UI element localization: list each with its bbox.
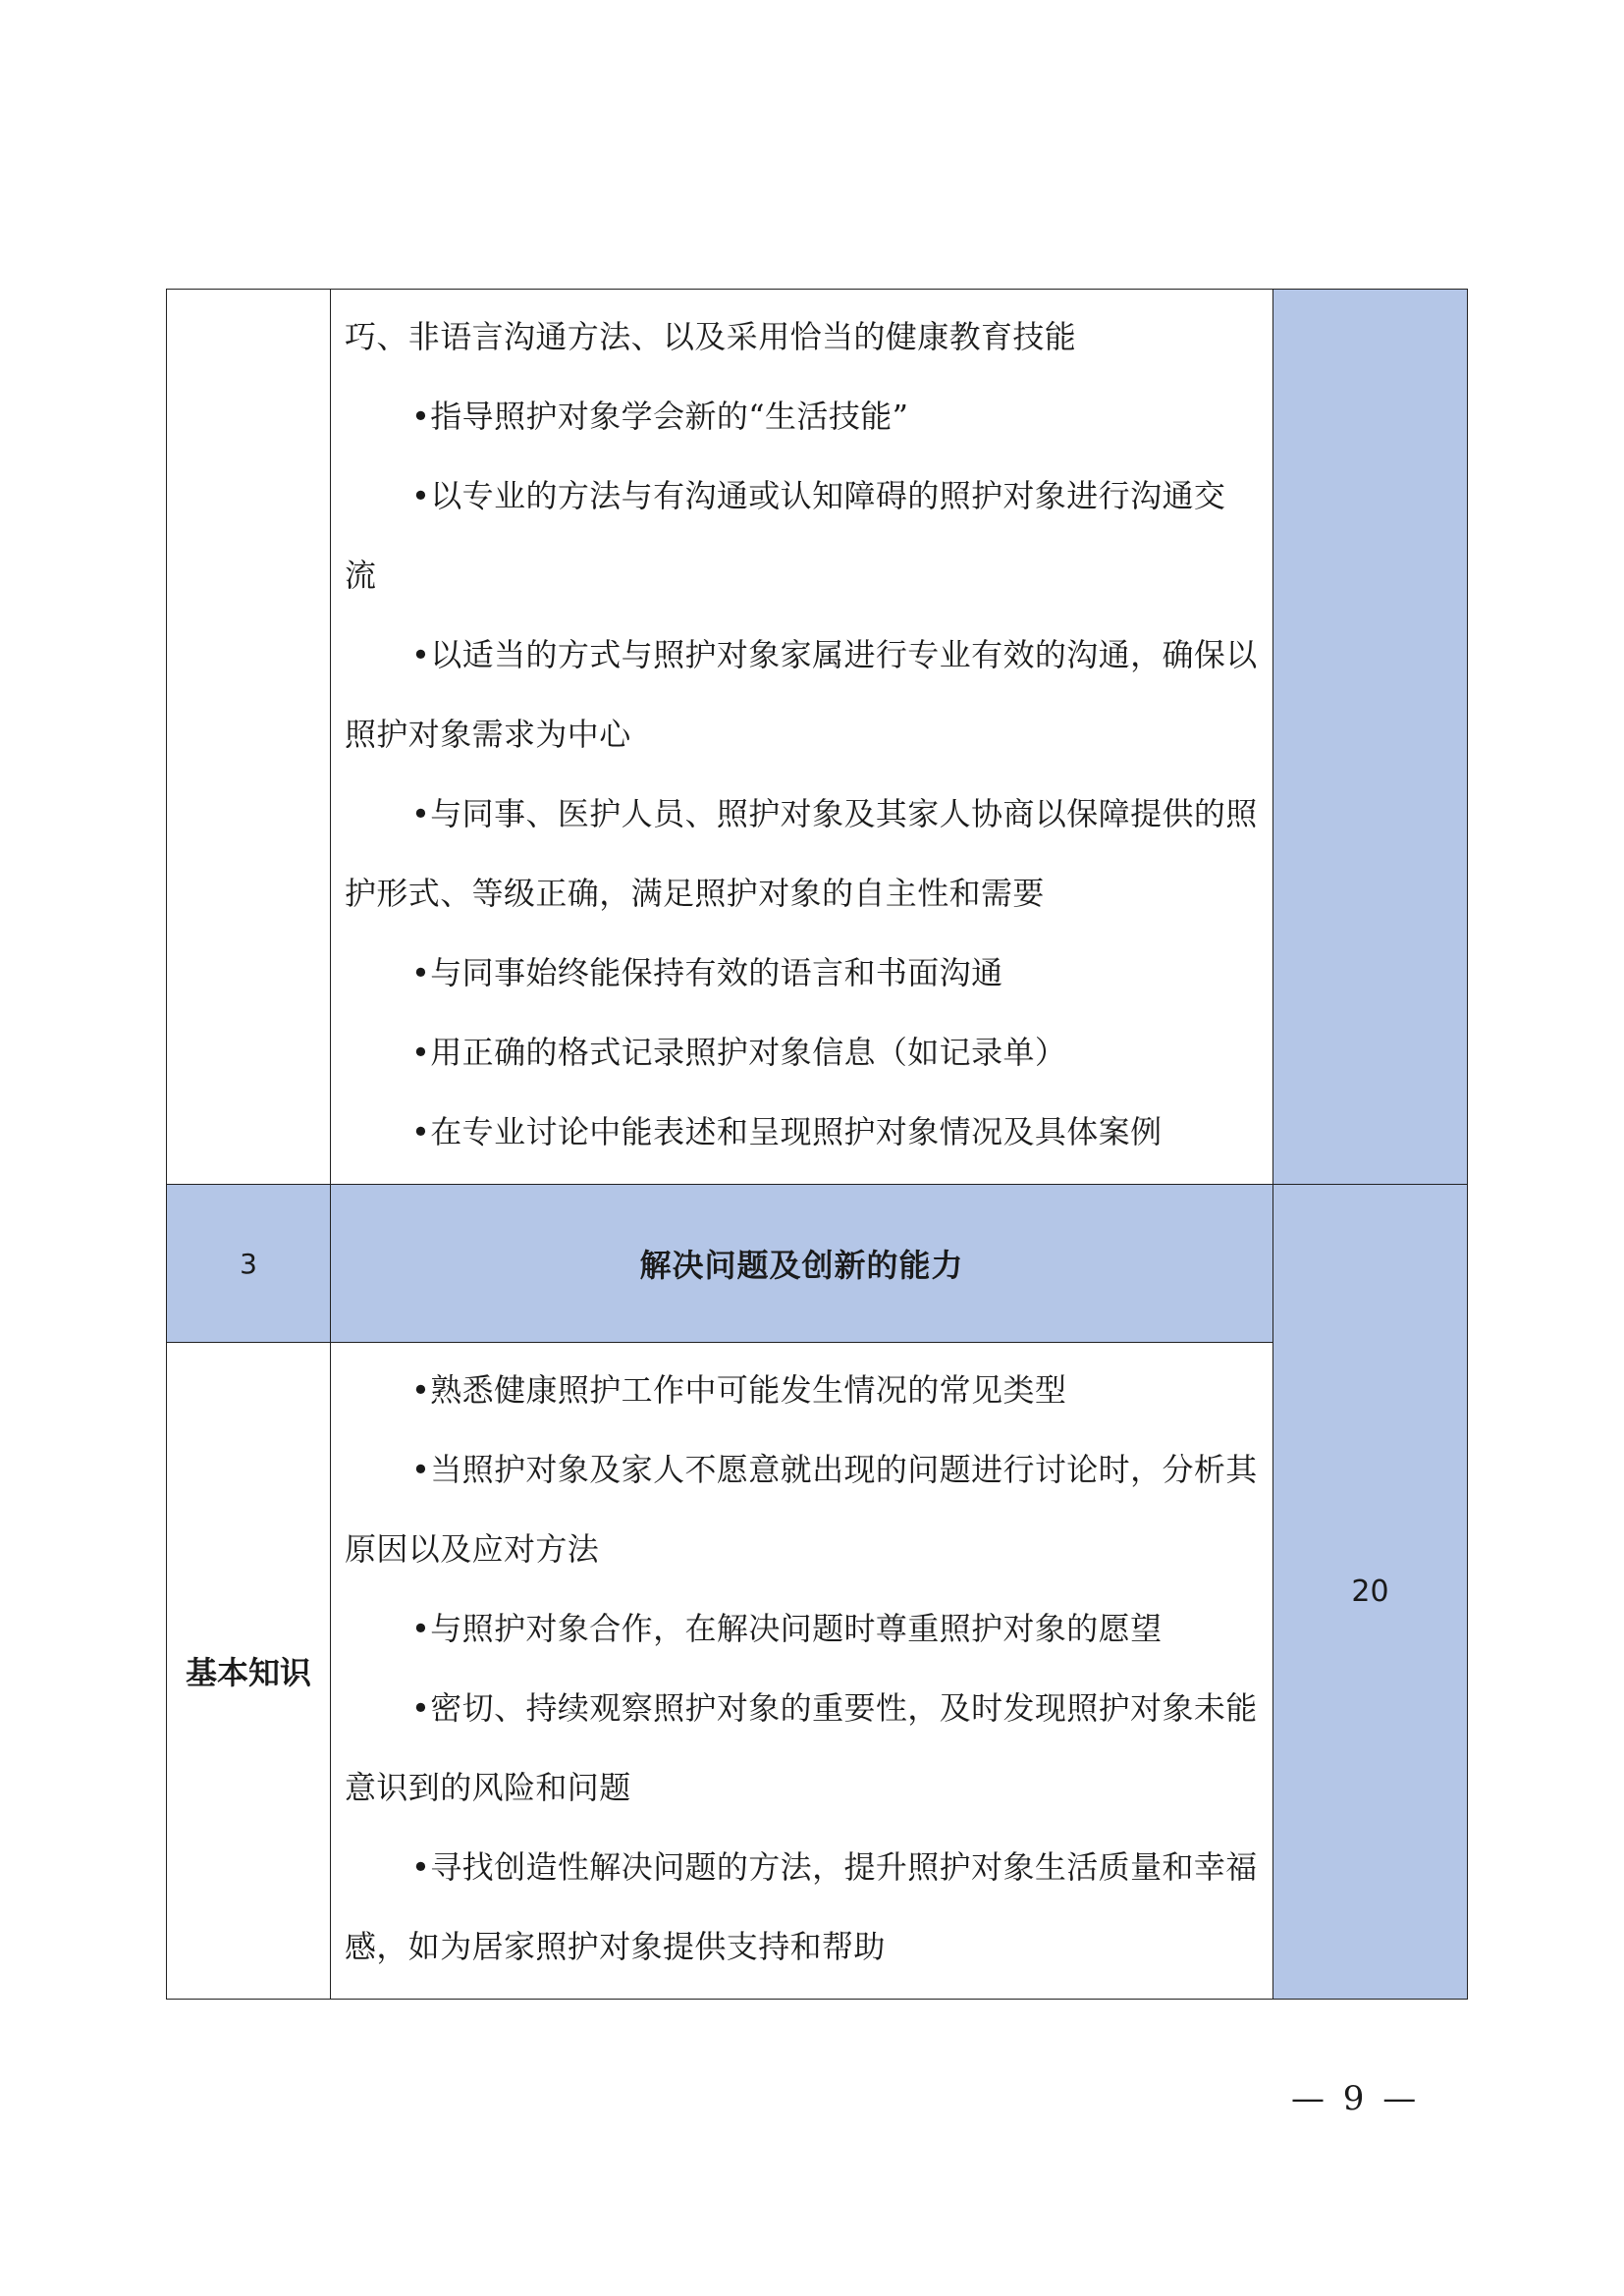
bullet-item: •与同事始终能保持有效的语言和书面沟通 — [411, 954, 1003, 991]
bullet-item: •寻找创造性解决问题的方法，提升照护对象生活质量和幸福 — [411, 1848, 1258, 1886]
bullet-item: •熟悉健康照护工作中可能发生情况的常见类型 — [411, 1371, 1067, 1409]
bullet-item: •与照护对象合作，在解决问题时尊重照护对象的愿望 — [411, 1610, 1163, 1647]
text-line: 原因以及应对方法 — [345, 1530, 600, 1568]
section-number: 3 — [167, 1185, 331, 1343]
table-row-continued — [167, 290, 1468, 1185]
requirements-table — [166, 289, 1468, 2000]
text-line: 流 — [345, 557, 377, 594]
score-cell-continued — [1273, 290, 1468, 1185]
section-score: 20 — [1273, 1185, 1468, 2000]
content-cell-communication — [331, 290, 1273, 1185]
bullet-item: •在专业讨论中能表述和呈现照护对象情况及具体案例 — [411, 1113, 1163, 1150]
text-line: 意识到的风险和问题 — [345, 1769, 631, 1806]
content-cell-knowledge — [331, 1343, 1273, 2000]
bullet-item: •用正确的格式记录照护对象信息（如记录单） — [411, 1034, 1067, 1071]
text-line: 巧、非语言沟通方法、以及采用恰当的健康教育技能 — [345, 318, 1077, 355]
text-line: 照护对象需求为中心 — [345, 716, 631, 753]
bullet-item: •指导照护对象学会新的“生活技能” — [411, 398, 909, 435]
bullet-item: •以专业的方法与有沟通或认知障碍的照护对象进行沟通交 — [411, 477, 1226, 514]
table-row-knowledge — [167, 1343, 1468, 2000]
row-label-basic-knowledge: 基本知识 — [167, 1343, 331, 2000]
text-line: 感，如为居家照护对象提供支持和帮助 — [345, 1928, 886, 1965]
bullet-item: •当照护对象及家人不愿意就出现的问题进行讨论时，分析其 — [411, 1451, 1258, 1488]
bullet-item: •密切、持续观察照护对象的重要性，及时发现照护对象未能 — [411, 1689, 1258, 1727]
section-title: 解决问题及创新的能力 — [331, 1185, 1273, 1343]
text-line: 护形式、等级正确，满足照护对象的自主性和需要 — [345, 875, 1045, 912]
bullet-item: •以适当的方式与照护对象家属进行专业有效的沟通，确保以 — [411, 636, 1258, 673]
content-lines — [345, 297, 1259, 1172]
content-lines — [345, 1351, 1259, 1987]
section-header-row — [167, 1185, 1468, 1343]
bullet-item: •与同事、医护人员、照护对象及其家人协商以保障提供的照 — [411, 795, 1258, 832]
label-cell-empty — [167, 290, 331, 1185]
page-number: — 9 — — [1291, 2079, 1421, 2118]
